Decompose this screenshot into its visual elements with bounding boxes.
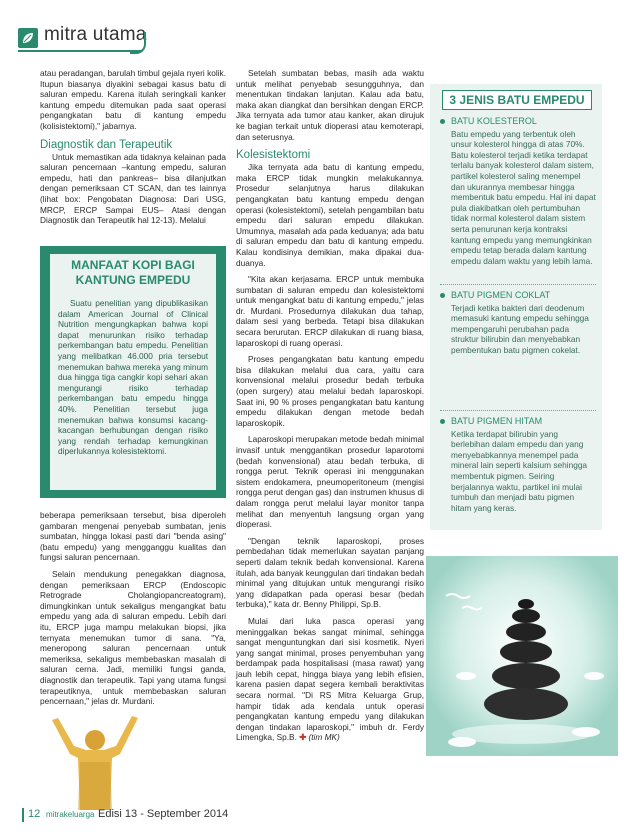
paragraph — [236, 616, 424, 743]
magazine-header — [18, 26, 538, 56]
header-underline — [18, 50, 142, 52]
paragraph: beberapa pemeriksaan tersebut, bisa diperoleh gambaran mengenai penyebab sumbatan, jenis sumbatan, hingga lokasi pasti dari "benda asing" (batu empedu) yang mengganggu kualitas dan fungsi saluran pencernaan. — [40, 510, 226, 563]
magazine-section-title: mitra utama — [44, 24, 147, 45]
sidebar-divider — [440, 284, 596, 285]
paragraph: Selain mendukung penegakkan diagnosa, dengan pemeriksaan ERCP (Endoscopic Retrograde Cholangiopancreatogram), dimungkinkan untuk sekaligus mengangkat batu empedu yang ada di saluran empedu. Lebih dari itu, ERCP juga mampu melakukan biopsi, jika ternyata menemukan tumor di sana. "Ya, meneropong saluran pencernaan untuk memeriksa, sekaligus membebaskan masalah di saluran cerna. Jadi, memiliki fungsi ganda, diagnostik dan terapeutik. Tapi yang utama fungsi terapeutiknya, untuk membebaskan saluran pencernaan," jelas dr. Murdani. — [40, 568, 226, 707]
item-heading: BATU PIGMEN COKLAT — [451, 290, 551, 300]
item-heading: BATU PIGMEN HITAM — [451, 416, 543, 426]
paragraph-text: Mulai dari luka pasca operasi yang meninggalkan bekas sangat minimal, sehingga sangat menguntungkan dari sisi kosmetik. Nyeri yang sangat minimal, proses penyembuhan yang berdampak pada hospitalisasi (masa rawat) yang jauh lebih cepat, hingga biaya yang lebih efisien, karena pasien dapat segera kembali beraktivitas secara normal. "Di RS Mitra Keluarga Grup, hampir tidak ada kendala untuk operasi pengangkatan kantung empedu yang dilakukan dengan tindakan laparoskopi," imbuh dr. Ferdy Limengka, Sp.B. — [236, 615, 424, 743]
article-column-1-top — [40, 68, 226, 226]
paragraph: Setelah sumbatan bebas, masih ada waktu untuk melihat penyebab sesungguhnya, dan menentukan tindakan lanjutan. Kalau ada batu, maka akan diangkat dan bersihkan dengan ERCP. Jika ternyata ada tumor atau kanker, akan dirujuk ke bagian terkait untuk dioperasi atau kemoterapi, dan seterusnya. — [236, 68, 424, 142]
paragraph: Laparoskopi merupakan metode bedah minimal invasif untuk menggantikan prosedur laparotomi (bedah konvensional) atau bedah terbuka, di rongga perut. Teknik operasi ini menggunakan sistem endokamera, pneumoperitoneum (mengisi rongga perut dengan gas) dan instrumen khusus di dalam rongga perut melalui layar monitor tanpa melihat dan menyentuh langsung organ yang dioperasi. — [236, 434, 424, 530]
zen-stones-illustration — [426, 556, 618, 756]
item-body: Batu empedu yang terbentuk oleh unsur kolesterol hingga di atas 70%. Batu kolesterol terjadi ketika terdapat terlalu banyak kolesterol dalam sistem, partikel kolesterol saling menempel dan ukurannya membesar hingga membentuk batu empedu. Hal ini dapat pula diakibatkan oleh pertumbuhan tidak normal kolesterol dalam sistem serta penurunan kerja kontraksi kantung empedu yang memungkinkan empedu tetap berada dalam kantung empedu dalam waktu yang lebih lama. — [451, 128, 596, 266]
paragraph: Jika ternyata ada batu di kantung empedu, maka ERCP tidak mungkin melakukannya. Prosedur selanjutnya harus dilakukan pengangkatan batu kantung empedu dengan operasi (kolesistektomi), setelah pengambilan batu empedu dari saluran empedu dilakukan. Umumnya, masalah ada pada keduanya; ada batu di saluran empedu dan batu di kantung empedu. Kalau kondisinya demikian, maka dipakai dua-duanya. — [236, 162, 424, 268]
leaf-logo-icon — [18, 28, 38, 48]
footer-magazine-name: mitrakeluarga — [46, 810, 95, 819]
item-heading: BATU KOLESTEROL — [451, 116, 537, 126]
sidebar-item-pigmen-coklat — [440, 290, 596, 356]
article-column-1-bottom — [40, 510, 226, 707]
item-body: Terjadi ketika bakteri dari deodenum memasuki kantung empedu sehingga mempengaruhi perubahan pada struktur bilirubin dan menyebabkan pembentukan batu pigmen cokelat. — [451, 302, 589, 355]
sidebar-item-kolesterol — [440, 116, 596, 266]
subheading-diagnostik: Diagnostik dan Terapeutik — [40, 138, 173, 151]
bullet-icon — [440, 419, 445, 424]
bullet-icon — [440, 293, 445, 298]
page-footer — [22, 808, 322, 824]
bullet-icon — [440, 119, 445, 124]
page-number: 12 — [28, 808, 41, 820]
footer-edition: Edisi 13 - September 2014 — [98, 808, 229, 820]
item-body: Ketika terdapat bilirubin yang berlebihan dalam empedu dan yang menyebabkannya menempel pada mineral lain seperti kalsium sehingga membentuk pigmen. Seiring berjalannya waktu, partikel ini mulai tumbuh dan menjadi batu pigmen hitam yang keras. — [451, 428, 588, 513]
red-cross-icon: ✚ — [299, 732, 307, 743]
article-column-2 — [236, 68, 424, 743]
footer-bar — [22, 808, 24, 822]
sidebar-title: 3 JENIS BATU EMPEDU — [449, 93, 585, 107]
box-body: Suatu penelitian yang dipublikasikan dalam American Journal of Clinical Nutrition mengungkapkan bahwa kopi dapat menurunkan risiko terhadap perkembangan batu empedu. Penelitian yang melibatkan 46.000 pria tersebut menemukan bahwa mereka yang minum dua hingga tiga cangkir kopi sehari akan mengurangi risiko terhadap perkembangan batu empedu hingga 40%. Penelitian tersebut juga menemukan bahwa konsumsi kacang-kacangan berhubungan dengan risiko yang rendah terhadap kemungkinan diperlukannya kolesistektomi. — [58, 298, 208, 457]
sidebar-title-box — [442, 90, 592, 110]
box-title: MANFAAT KOPI BAGI KANTUNG EMPEDU — [71, 258, 195, 287]
sidebar-divider — [440, 410, 596, 411]
sidebar-item-pigmen-hitam — [440, 416, 596, 513]
paragraph: Untuk memastikan ada tidaknya kelainan pada saluran pencernaan –kantung empedu, saluran empedu, hati dan pankreas– bisa dilanjutkan dengan pemeriksaan CT SCAN, dan tes lainnya (lihat box: Pengobatan Diagnosa: Dari USG, MRCP, ERCP Sampai EUS– Atasi dengan Diagnostik dan Terapeutik hal 12-13). Melalui — [40, 151, 226, 226]
paragraph: Proses pengangkatan batu kantung empedu bisa dilakukan melalui dua cara, yaitu cara konvensional melalui prosedur bedah terbuka (open surgery) atau melalui bedah laparoskopi. Saat ini, 90 % proses pengangkatan batu kantung empedu dilakukan dengan metode bedah laparoskopik. — [236, 354, 424, 428]
subheading-kolesistektomi: Kolesistektomi — [236, 149, 311, 162]
header-curve — [130, 32, 146, 54]
paragraph: "Dengan teknik laparoskopi, proses pembedahan tidak memerlukan sayatan panjang seperti dalam teknik bedah konvensional. Karena itulah, ada banyak keunggulan dari tindakan bedah minimal yang ditujukan untuk mengurangi risiko yang didapatkan pada operasi besar (bedah terbuka)," kata dr. Benny Philippi, Sp.B. — [236, 535, 424, 610]
paragraph: "Kita akan kerjasama. ERCP untuk membuka sumbatan di saluran empedu dan kolesistektomi untuk mengangkat batu di kantung empedu," jelas dr. Murdani. Prosedurnya dilakukan dua tahap, dalam sesi yang berbeda. Tetapi bisa dilakukan secara berurutan. ERCP dilakukan di ruang biasa, laparoskopi di ruang operasi. — [236, 274, 424, 348]
box-inner — [50, 254, 216, 490]
coffee-benefit-box — [40, 246, 226, 498]
man-silhouette-illustration — [40, 710, 148, 810]
paragraph: atau peradangan, barulah timbul gejala nyeri kolik. Itupun biasanya diyakini sebagai kasus batu di saluran empedu. Karena itulah seringkali kanker kantung empedu ditemukan pada saat operasi pengangkatan batu di kantung empedu (kolisistektomi)," jabarnya. — [40, 68, 226, 131]
signature: (tim MK) — [308, 732, 340, 743]
gallstone-types-sidebar — [430, 84, 602, 530]
